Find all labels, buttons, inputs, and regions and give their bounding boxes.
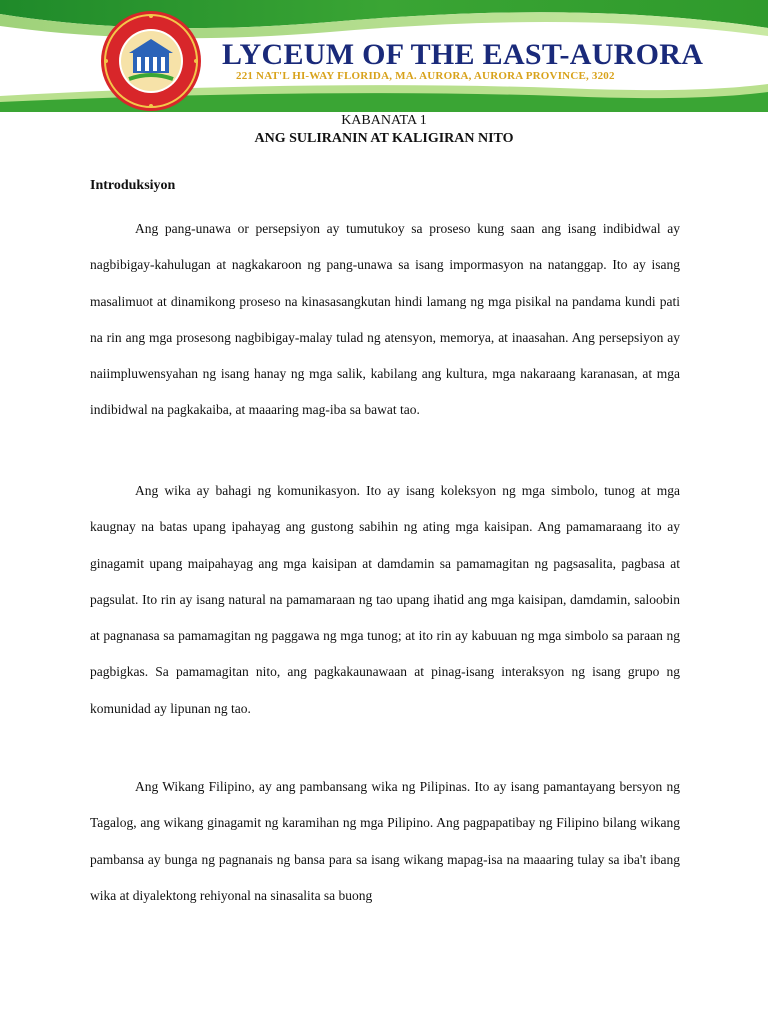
section-heading: Introduksiyon bbox=[90, 178, 176, 193]
organization-name: LYCEUM OF THE EAST-AURORA bbox=[222, 38, 704, 71]
paragraph: Ang wika ay bahagi ng komunikasyon. Ito ay isang koleksyon ng mga simbolo, tunog at mga kaugnay na batas upang ipahayag ang gustong sabihin ng ating mga kaisipan. Ang pamamaraang ito ay ginagamit upang maipahayag ang mga kaisipan at damdamin sa pamamagitan ng pagsasalita, pagbasa at pagsulat. Ito rin ay isang natural na pamamaraan ng tao upang ihatid ang mga kaisipan, damdamin, saloobin at pagnanasa sa pamamagitan ng paggawa ng mga tunog; at ito rin ay kabuuan ng mga simbolo sa paraan ng pagbigkas. Sa pamamagitan nito, ang pagkakaunawaan at pinag-isang interaksyon ng isang grupo ng komunidad ay lipunan ng tao. bbox=[90, 483, 680, 716]
chapter-number: KABANATA 1 bbox=[341, 113, 427, 128]
paragraph: Ang Wikang Filipino, ay ang pambansang wika ng Pilipinas. Ito ay isang pamantayang bersyon ng Tagalog, ang wikang ginagamit ng karamihan ng mga Pilipino. Ang pagpapatibay ng Filipino bilang wikang pambansa ay bunga ng pagnanais ng bansa para sa isang wikang mapag-isa na maaaring tulay sa iba't ibang wika at diyalektong rehiyonal na sinasalita sa buong bbox=[90, 779, 680, 903]
chapter-title: ANG SULIRANIN AT KALIGIRAN NITO bbox=[254, 131, 514, 146]
organization-address: 221 NAT'L HI-WAY FLORIDA, MA. AURORA, AURORA PROVINCE, 3202 bbox=[236, 70, 615, 82]
school-seal-logo bbox=[93, 9, 209, 112]
header-banner bbox=[0, 0, 768, 112]
paragraph: Ang pang-unawa or persepsiyon ay tumutukoy sa proseso kung saan ang isang indibidwal ay nagbibigay-kahulugan at nagkakaroon ng pang-unawa sa isang impormasyon na natanggap. Ito ay isang masalimuot at dinamikong proseso na kinasasangkutan hindi lamang ng mga pisikal na pandama kundi pati na rin ang mga prosesong nagbibigay-malay tulad ng atensyon, memorya, at inaasahan. Ang persepsiyon ay naiimpluwensyahan ng isang hanay ng mga salik, kabilang ang kultura, mga nakaraang karanasan, at mga indibidwal na pagkakaiba, at maaaring mag-iba sa bawat tao. bbox=[90, 221, 680, 418]
